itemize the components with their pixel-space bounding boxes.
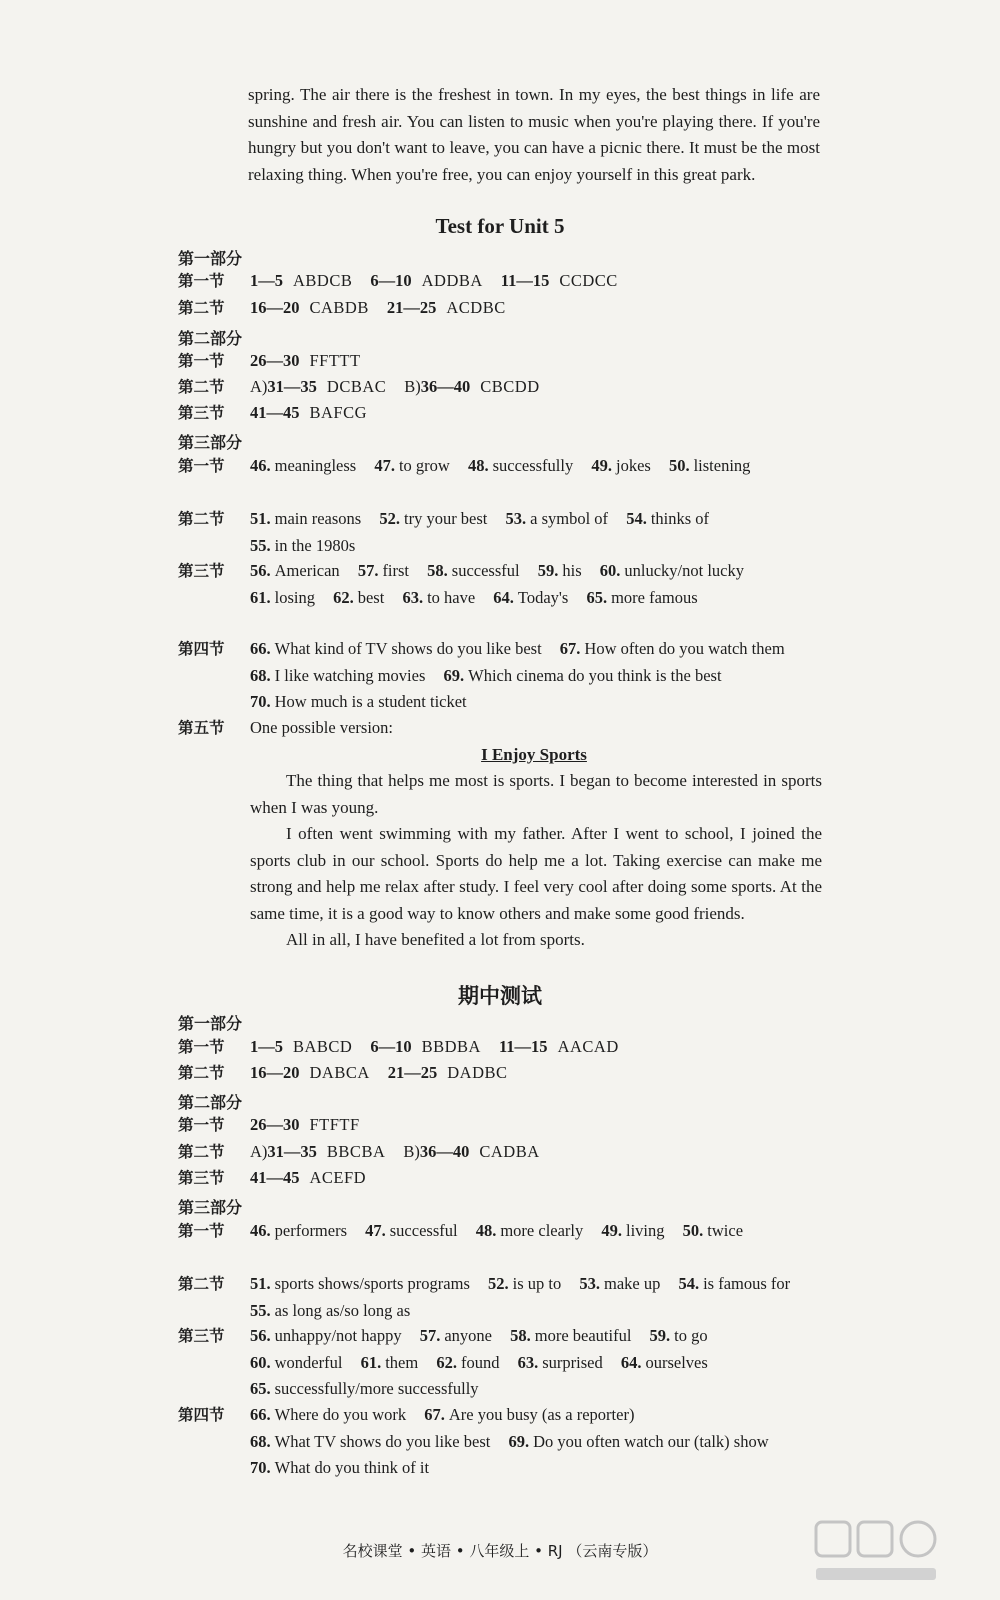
mid-p3-s4: [178, 1402, 818, 1482]
question-number: 68.: [250, 665, 271, 685]
answer-item: [333, 588, 384, 607]
mid-p3-s2: [178, 1271, 818, 1324]
answer-text: his: [562, 561, 582, 580]
answer-text: Are you busy (as a reporter): [448, 1405, 635, 1424]
mid-p1-s2: [178, 1060, 818, 1087]
question-number: 64.: [493, 587, 514, 607]
question-number: 50.: [682, 1221, 704, 1240]
answer-text: found: [460, 1352, 500, 1372]
question-number: 70.: [250, 692, 271, 711]
answer-text: wonderful: [274, 1352, 343, 1372]
unit5-p1-s2: [178, 295, 818, 322]
answer-item: [420, 1326, 492, 1345]
answer-item: [250, 1458, 429, 1477]
answer-text: to go: [674, 1326, 708, 1345]
question-number: 61.: [360, 1352, 382, 1372]
answer-text: twice: [707, 1221, 744, 1240]
unit5-p3-s5: [178, 715, 818, 742]
question-number: 58.: [510, 1326, 531, 1345]
answer-text: to have: [427, 587, 476, 607]
section-label: 第三节: [178, 1169, 225, 1187]
answer-item: [250, 1432, 490, 1451]
answer-letters: FTFTF: [309, 1115, 360, 1134]
question-range: 1—5: [250, 271, 283, 290]
section-answers: [250, 1218, 818, 1245]
answer-item: [424, 1405, 634, 1424]
midterm-title: 期中测试: [458, 984, 542, 1008]
question-range: 36—40: [420, 377, 471, 396]
section-label: 第一节: [178, 272, 225, 290]
section-label: 第三节: [178, 404, 225, 422]
question-number: 62.: [333, 587, 354, 607]
section-answers: [250, 1060, 818, 1087]
mid-p2-s2: [178, 1139, 818, 1166]
answer-item: [678, 1274, 790, 1293]
answer-item: [358, 561, 409, 580]
answer-item: [650, 1326, 708, 1345]
section-answers: [250, 1323, 818, 1403]
question-number: 53.: [505, 509, 527, 528]
answer-text: them: [385, 1352, 419, 1372]
unit5-p1-s1: [178, 268, 818, 295]
answer-letters: DADBC: [447, 1063, 508, 1082]
answer-item: [427, 561, 519, 580]
answer-letters: AACAD: [557, 1037, 619, 1056]
essay-paragraph: All in all, I have benefited a lot from sports.: [286, 930, 585, 949]
answer-text: Today's: [517, 587, 569, 607]
answer-item: [250, 536, 355, 555]
answer-text: How much is a student ticket: [274, 692, 467, 711]
question-number: 63.: [517, 1352, 539, 1372]
question-range: 36—40: [419, 1142, 470, 1161]
answer-item: [538, 561, 582, 580]
answer-text: is famous for: [703, 1274, 791, 1293]
answer-item: [250, 588, 315, 607]
answer-text: meaningless: [274, 456, 357, 475]
unit5-part3: 第三部分: [178, 433, 243, 452]
mid-part2: 第二部分: [178, 1093, 243, 1112]
answer-letters: FFTTT: [309, 351, 361, 370]
unit5-p3-s3: [178, 558, 818, 611]
question-range: 41—45: [250, 403, 300, 422]
answer-text: more beautiful: [534, 1326, 632, 1345]
answer-text: thinks of: [650, 509, 710, 528]
essay-title: I Enjoy Sports: [481, 745, 587, 764]
answer-item: [600, 561, 744, 580]
question-number: 66.: [250, 1405, 271, 1424]
question-number: 51.: [250, 509, 271, 528]
unit5-p3-s1: [178, 453, 818, 480]
answer-text: Do you often watch our (talk) show: [533, 1431, 769, 1451]
answer-text: losing: [274, 587, 315, 607]
question-number: 66.: [250, 639, 271, 658]
answer-letters: ACEFD: [309, 1168, 367, 1187]
answer-text: sports shows/sports programs: [274, 1274, 470, 1293]
answer-letters: BABCD: [293, 1037, 353, 1056]
section-label: 第二节: [178, 378, 225, 396]
mid-p2-s3: [178, 1165, 818, 1192]
answer-text: living: [626, 1221, 665, 1240]
answer-text: unlucky/not lucky: [624, 561, 744, 580]
question-range: 11—15: [498, 1037, 548, 1056]
question-range: 6—10: [370, 1037, 412, 1056]
section-label: 第三节: [178, 562, 225, 580]
unit5-part2: 第二部分: [178, 329, 243, 348]
answer-letters: CCDCC: [559, 271, 618, 290]
essay-body: [250, 768, 822, 954]
answer-item: [476, 1221, 584, 1240]
question-number: 57.: [419, 1326, 441, 1345]
answer-item: [683, 1221, 743, 1240]
section-answers: [250, 348, 818, 375]
mid-part3: 第三部分: [178, 1198, 243, 1217]
question-number: 53.: [579, 1274, 600, 1293]
answer-item: [579, 1274, 660, 1293]
answer-item: [250, 692, 467, 711]
section-label: 第二节: [178, 1143, 225, 1161]
question-number: 54.: [678, 1274, 700, 1293]
question-number: 46.: [250, 456, 271, 475]
question-range: 16—20: [250, 1063, 300, 1082]
page-footer: 名校课堂 • 英语 • 八年级上 • RJ （云南专版）: [342, 1542, 658, 1560]
section-label: 第一节: [178, 352, 225, 370]
question-range: 26—30: [250, 351, 300, 370]
question-number: 49.: [601, 1221, 623, 1240]
answer-text: a symbol of: [530, 509, 609, 528]
part-b-prefix: B): [403, 1142, 420, 1161]
section-answers: [250, 1165, 818, 1192]
unit5-p2-s2: [178, 374, 818, 401]
question-number: 55.: [250, 1300, 271, 1320]
answer-item: [250, 1379, 479, 1398]
answer-letters: DCBAC: [326, 377, 387, 396]
question-number: 63.: [402, 587, 424, 607]
answer-item: [365, 1221, 457, 1240]
answer-text: Which cinema do you think is the best: [468, 665, 722, 685]
watermark-icon: [812, 1518, 982, 1588]
answer-text: performers: [274, 1221, 348, 1240]
question-range: 26—30: [250, 1115, 300, 1134]
mid-p3-s1: [178, 1218, 818, 1245]
section-answers: [250, 506, 818, 559]
section-label: 第一节: [178, 457, 225, 475]
answer-text: try your best: [403, 509, 488, 528]
answer-item: [518, 1353, 603, 1372]
answer-text: successfully/more successfully: [274, 1379, 479, 1398]
section-label: 第一节: [178, 1038, 225, 1056]
answer-item: [626, 509, 709, 528]
answer-text: first: [382, 561, 410, 580]
question-number: 67.: [559, 639, 581, 658]
answer-text: main reasons: [274, 509, 362, 528]
answer-text: listening: [693, 456, 751, 475]
answer-letters: BBDBA: [421, 1037, 481, 1056]
section-answers: [250, 636, 818, 716]
unit5-p3-s2: [178, 506, 818, 559]
answer-letters: CABDB: [309, 298, 369, 317]
answer-item: [560, 639, 785, 658]
question-number: 62.: [436, 1352, 457, 1372]
section-label: 第二节: [178, 1275, 225, 1293]
answer-item: [250, 1353, 342, 1372]
answer-item: [250, 1301, 410, 1320]
answer-item: [444, 666, 722, 685]
question-range: 1—5: [250, 1037, 283, 1056]
question-number: 48.: [475, 1221, 497, 1240]
question-number: 57.: [357, 561, 379, 580]
question-number: 69.: [443, 665, 465, 685]
answer-letters: DABCA: [309, 1063, 370, 1082]
answer-letters: CADBA: [479, 1142, 540, 1161]
answer-item: [586, 588, 697, 607]
part-a-prefix: A): [250, 1142, 268, 1161]
answer-item: [250, 1274, 470, 1293]
answer-item: [361, 1353, 419, 1372]
question-number: 60.: [250, 1352, 271, 1372]
answer-text: jokes: [615, 456, 651, 475]
answer-letters: ADDBA: [421, 271, 483, 290]
section-answers: [250, 1112, 818, 1139]
answer-text: What do you think of it: [274, 1458, 430, 1477]
question-number: 68.: [250, 1431, 271, 1451]
answer-item: [250, 639, 542, 658]
answer-text: in the 1980s: [274, 535, 356, 555]
answer-item: [250, 1326, 402, 1345]
unit5-part1: 第一部分: [178, 249, 243, 268]
question-range: 41—45: [250, 1168, 300, 1187]
question-number: 55.: [250, 535, 271, 555]
part-a-prefix: A): [250, 377, 268, 396]
section-answers: [250, 268, 818, 295]
answer-item: [250, 1405, 406, 1424]
section-answers: [250, 374, 818, 401]
section-answers: [250, 453, 818, 480]
answer-text: unhappy/not happy: [274, 1326, 402, 1345]
answer-text: What kind of TV shows do you like best: [274, 639, 542, 658]
question-number: 46.: [250, 1221, 271, 1240]
answer-item: [621, 1353, 708, 1372]
section-answers: [250, 1271, 818, 1324]
mid-p1-s1: [178, 1034, 818, 1061]
answer-item: [591, 456, 650, 475]
answer-text: successfully: [492, 456, 574, 475]
question-number: 60.: [599, 561, 621, 580]
question-number: 65.: [250, 1379, 271, 1398]
section-label: 第二节: [178, 299, 225, 317]
mid-part1: 第一部分: [178, 1014, 243, 1033]
answer-text: best: [357, 587, 385, 607]
part-b-prefix: B): [404, 377, 421, 396]
question-range: 31—35: [267, 377, 317, 396]
unit5-p2-s3: [178, 400, 818, 427]
answer-text: is up to: [512, 1274, 562, 1293]
answer-item: [250, 666, 425, 685]
answer-item: [669, 456, 750, 475]
section-answers: [250, 1034, 818, 1061]
answer-letters: ACDBC: [446, 298, 506, 317]
answer-text: successful: [451, 561, 520, 580]
answer-item: [436, 1353, 499, 1372]
essay-paragraph: I often went swimming with my father. After I went to school, I joined the sports club in our school. Sports do help me a lot. Taking exercise can make me strong and help me relax after study. I feel very cool after doing some sports. At the same time, it is a good way to know others and make some good friends.: [250, 824, 822, 923]
section-answers: [250, 1139, 818, 1166]
unit5-p3-s4: [178, 636, 818, 716]
question-number: 58.: [427, 561, 448, 580]
answer-text: as long as/so long as: [274, 1300, 411, 1320]
section-answers: [250, 558, 818, 611]
answer-text: How often do you watch them: [584, 639, 785, 658]
answer-item: [374, 456, 450, 475]
watermark-logo: [812, 1518, 982, 1588]
answer-item: [250, 1221, 347, 1240]
answer-item: [250, 561, 340, 580]
answer-text: anyone: [444, 1326, 492, 1345]
question-range: 11—15: [500, 271, 550, 290]
answer-text: make up: [603, 1274, 661, 1293]
question-range: 21—25: [386, 298, 437, 317]
answer-letters: BAFCG: [309, 403, 368, 422]
answer-text: more clearly: [500, 1221, 584, 1240]
question-number: 56.: [250, 561, 271, 580]
question-number: 49.: [591, 456, 612, 475]
question-number: 48.: [467, 456, 489, 475]
section-label: 第四节: [178, 1406, 225, 1424]
section-label: 第五节: [178, 719, 225, 737]
mid-p2-s1: [178, 1112, 818, 1139]
section-text: One possible version:: [250, 718, 393, 737]
answer-item: [508, 1432, 768, 1451]
answer-item: [250, 509, 361, 528]
answer-item: [250, 456, 356, 475]
question-range: 31—35: [267, 1142, 317, 1161]
question-range: 6—10: [370, 271, 412, 290]
answer-item: [468, 456, 573, 475]
answer-letters: CBCDD: [480, 377, 540, 396]
unit5-title: Test for Unit 5: [435, 214, 565, 238]
question-number: 69.: [508, 1431, 530, 1451]
answer-text: ourselves: [645, 1352, 708, 1372]
question-number: 50.: [668, 456, 690, 475]
answer-text: American: [274, 561, 340, 580]
answer-item: [488, 1274, 561, 1293]
question-number: 51.: [250, 1274, 271, 1293]
section-label: 第二节: [178, 1064, 225, 1082]
question-number: 59.: [537, 561, 559, 580]
answer-text: What TV shows do you like best: [274, 1431, 491, 1451]
answer-text: successful: [389, 1221, 458, 1240]
answer-letters: ABDCB: [293, 271, 353, 290]
intro-paragraph: spring. The air there is the freshest in town. In my eyes, the best things in life are sunshine and fresh air. You can listen to music when you're playing there. If you're hungry but you don't want to leave, you can have a picnic there. It must be the most relaxing thing. When you're free, you can enjoy yourself in this great park.: [248, 85, 820, 184]
section-answers: [250, 400, 818, 427]
answer-text: Where do you work: [274, 1405, 407, 1424]
section-label: 第二节: [178, 510, 225, 528]
question-number: 47.: [365, 1221, 386, 1240]
question-number: 64.: [620, 1352, 642, 1372]
unit5-p2-s1: [178, 348, 818, 375]
question-number: 52.: [379, 509, 400, 528]
question-number: 54.: [626, 509, 647, 528]
question-number: 47.: [374, 456, 395, 475]
section-label: 第一节: [178, 1116, 225, 1134]
answer-text: surprised: [542, 1352, 603, 1372]
question-number: 67.: [424, 1405, 445, 1424]
answer-text: to grow: [398, 456, 450, 475]
answer-item: [601, 1221, 664, 1240]
answer-text: I like watching movies: [274, 665, 426, 685]
question-number: 59.: [649, 1326, 671, 1345]
question-number: 61.: [250, 587, 271, 607]
question-number: 70.: [250, 1458, 271, 1477]
question-number: 56.: [250, 1326, 271, 1345]
answer-item: [510, 1326, 631, 1345]
answer-item: [493, 588, 568, 607]
mid-p3-s3: [178, 1323, 818, 1403]
answer-item: [402, 588, 475, 607]
question-range: 16—20: [250, 298, 300, 317]
answer-item: [379, 509, 487, 528]
section-answers: [250, 295, 818, 322]
question-range: 21—25: [387, 1063, 438, 1082]
section-label: 第三节: [178, 1327, 225, 1345]
question-number: 65.: [586, 587, 608, 607]
section-label: 第一节: [178, 1222, 225, 1240]
section-label: 第四节: [178, 640, 225, 658]
question-number: 52.: [488, 1274, 509, 1293]
answer-item: [506, 509, 609, 528]
section-answers: [250, 1402, 818, 1482]
essay-paragraph: The thing that helps me most is sports. I began to become interested in sports when I was young.: [250, 771, 822, 817]
answer-text: more famous: [611, 587, 698, 607]
answer-letters: BBCBA: [326, 1142, 386, 1161]
